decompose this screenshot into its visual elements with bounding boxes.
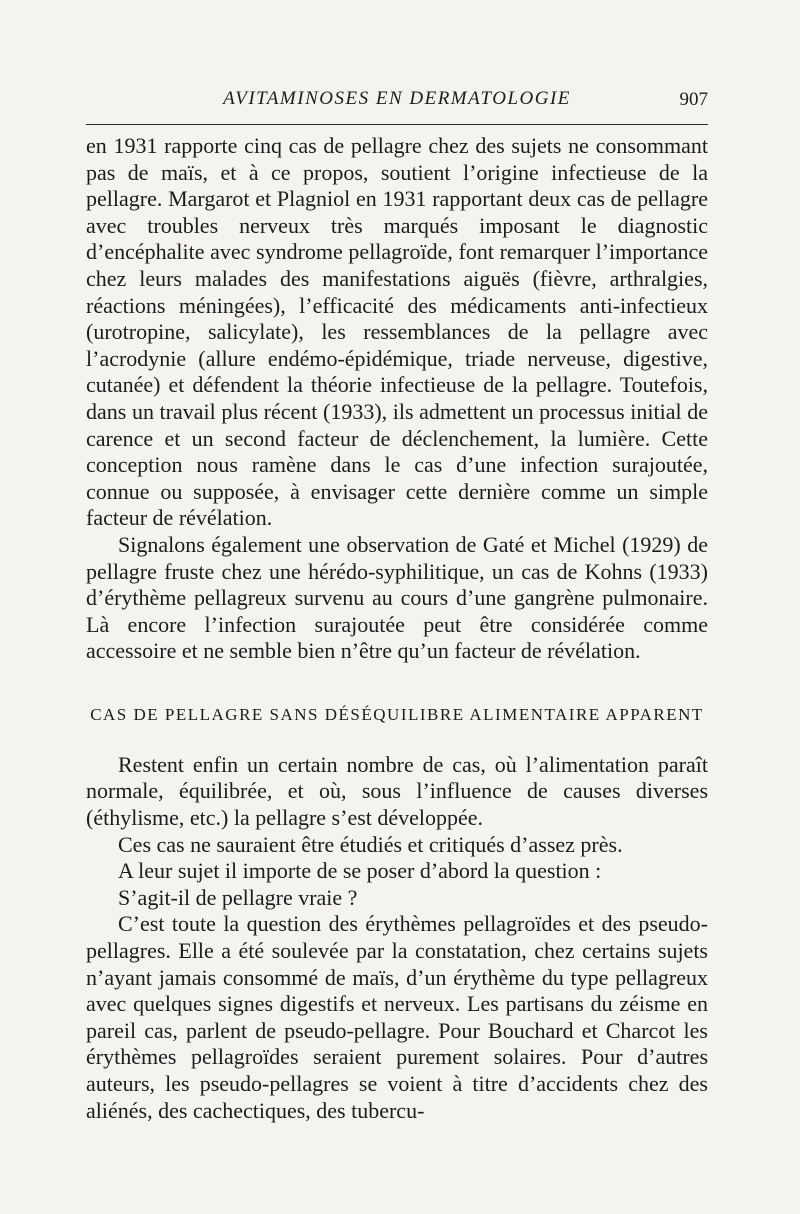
body-text: [86, 133, 708, 1124]
page-number: 907: [679, 89, 708, 110]
section-heading: CAS DE PELLAGRE SANS DÉSÉQUILIBRE ALIMENTAIRE APPARENT: [90, 704, 704, 724]
paragraph: Restent enfin un certain nombre de cas, où l’alimentation paraît normale, équilibrée, et où, sous l’influence de causes diverses (éthylisme, etc.) la pellagre s’est développée.: [86, 751, 708, 831]
page-header: [86, 88, 708, 118]
paragraph: Ces cas ne sauraient être étudiés et critiqués d’assez près.: [118, 831, 623, 857]
running-title: AVITAMINOSES EN DERMATOLOGIE: [223, 88, 571, 109]
paragraph: S’agit-il de pellagre vraie ?: [118, 884, 358, 910]
paragraph: A leur sujet il importe de se poser d’abord la question :: [118, 858, 602, 884]
header-rule: [86, 124, 708, 125]
paragraph: Signalons également une observation de Gaté et Michel (1929) de pellagre fruste chez une hérédo-syphilitique, un cas de Kohns (1933) d’érythème pellagreux survenu au cours d’une gangrène pulmonaire. Là encore l’infection surajoutée peut être considérée comme accessoire et ne semble bien n’être qu’un facteur de révélation.: [86, 531, 708, 664]
paragraph: C’est toute la question des érythèmes pellagroïdes et des pseudo-pellagres. Elle a été soulevée par la constatation, chez certains sujets n’ayant jamais consommé de maïs, d’un érythème du type pellagreux avec quelques signes digestifs et nerveux. Les partisans du zéisme en pareil cas, parlent de pseudo-pellagre. Pour Bouchard et Charcot les érythèmes pellagroïdes seraient purement solaires. Pour d’autres auteurs, les pseudo-pellagres se voient à titre d’accidents chez des aliénés, des cachectiques, des tubercu-: [86, 911, 708, 1123]
paragraph-continued: en 1931 rapporte cinq cas de pellagre chez des sujets ne consommant pas de maïs, et à ce propos, soutient l’origine infectieuse de la pellagre. Margarot et Plagniol en 1931 rapportant deux cas de pellagre avec troubles nerveux très marqués imposant le diagnostic d’encéphalite avec syndrome pellagroïde, font remarquer l’importance chez leurs malades des manifestations aiguës (fièvre, arthralgies, réactions méningées), l’efficacité des médicaments anti-infectieux (urotropine, salicylate), les ressemblances de la pellagre avec l’acrodynie (allure endémo-épidémique, triade nerveuse, digestive, cutanée) et défendent la théorie infectieuse de la pellagre. Toutefois, dans un travail plus récent (1933), ils admettent un processus initial de carence et un second facteur de déclenchement, la lumière. Cette conception nous ramène dans le cas d’une infection surajoutée, connue ou supposée, à envisager cette dernière comme un simple facteur de révélation.: [86, 133, 708, 531]
